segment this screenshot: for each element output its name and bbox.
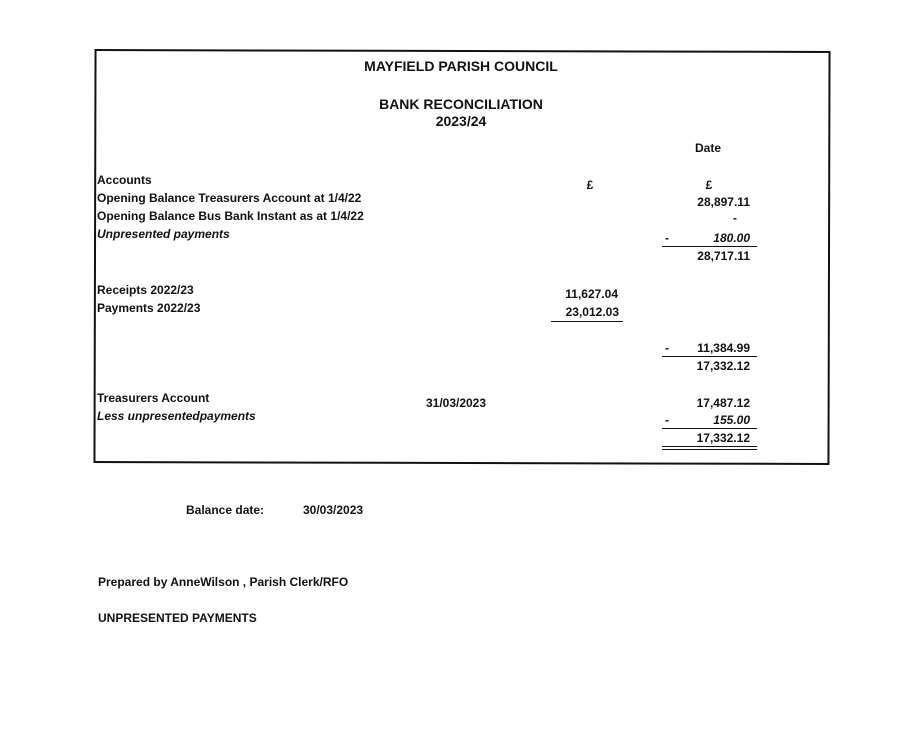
opening-treasurers-value: 28,897.11 — [697, 195, 750, 209]
unpresented-underline — [662, 246, 757, 247]
opening-bus-label: Opening Balance Bus Bank Instant as at 1/4/22 — [97, 209, 364, 223]
payments-underline — [551, 321, 623, 322]
unpresented-label: Unpresented payments — [97, 227, 230, 241]
opening-bus-value: - — [733, 211, 737, 225]
receipts-label: Receipts 2022/23 — [97, 283, 194, 297]
report-title: BANK RECONCILIATION — [379, 96, 543, 112]
accounts-subtotal: 28,717.11 — [697, 249, 750, 263]
net-underline — [662, 356, 757, 357]
treasurers-label: Treasurers Account — [97, 391, 210, 405]
accounts-heading: Accounts — [97, 173, 152, 187]
payments-label: Payments 2022/23 — [97, 301, 201, 315]
unpresented-value: 180.00 — [713, 231, 750, 245]
less-unpresented-value: 155.00 — [713, 413, 750, 427]
total-double-underline — [662, 446, 757, 450]
currency-right-header: £ — [705, 178, 713, 192]
currency-mid-header: £ — [586, 178, 594, 192]
date-column-header: Date — [694, 141, 722, 155]
report-year: 2023/24 — [435, 113, 487, 129]
less-unpresented-label: Less unpresentedpayments — [97, 409, 256, 423]
treasurers-date: 31/03/2023 — [425, 396, 487, 410]
receipts-value: 11,627.04 — [565, 287, 618, 301]
treasurers-total: 17,332.12 — [696, 431, 750, 445]
prepared-by: Prepared by AnneWilson , Parish Clerk/RFO — [98, 575, 349, 589]
net-value: 11,384.99 — [697, 341, 750, 355]
balance-date-value: 30/03/2023 — [303, 503, 364, 517]
less-underline — [662, 428, 757, 429]
opening-treasurers-label: Opening Balance Treasurers Account at 1/4/22 — [97, 191, 362, 205]
payments-value: 23,012.03 — [565, 305, 619, 319]
council-name: MAYFIELD PARISH COUNCIL — [364, 58, 558, 74]
flows-balance: 17,332.12 — [696, 359, 750, 373]
unpresented-sign: - — [665, 231, 669, 245]
less-unpresented-sign: - — [665, 413, 669, 427]
unpresented-payments-heading: UNPRESENTED PAYMENTS — [98, 611, 257, 625]
balance-date-label: Balance date: — [186, 503, 265, 517]
treasurers-value: 17,487.12 — [696, 396, 750, 410]
net-sign: - — [665, 341, 669, 355]
